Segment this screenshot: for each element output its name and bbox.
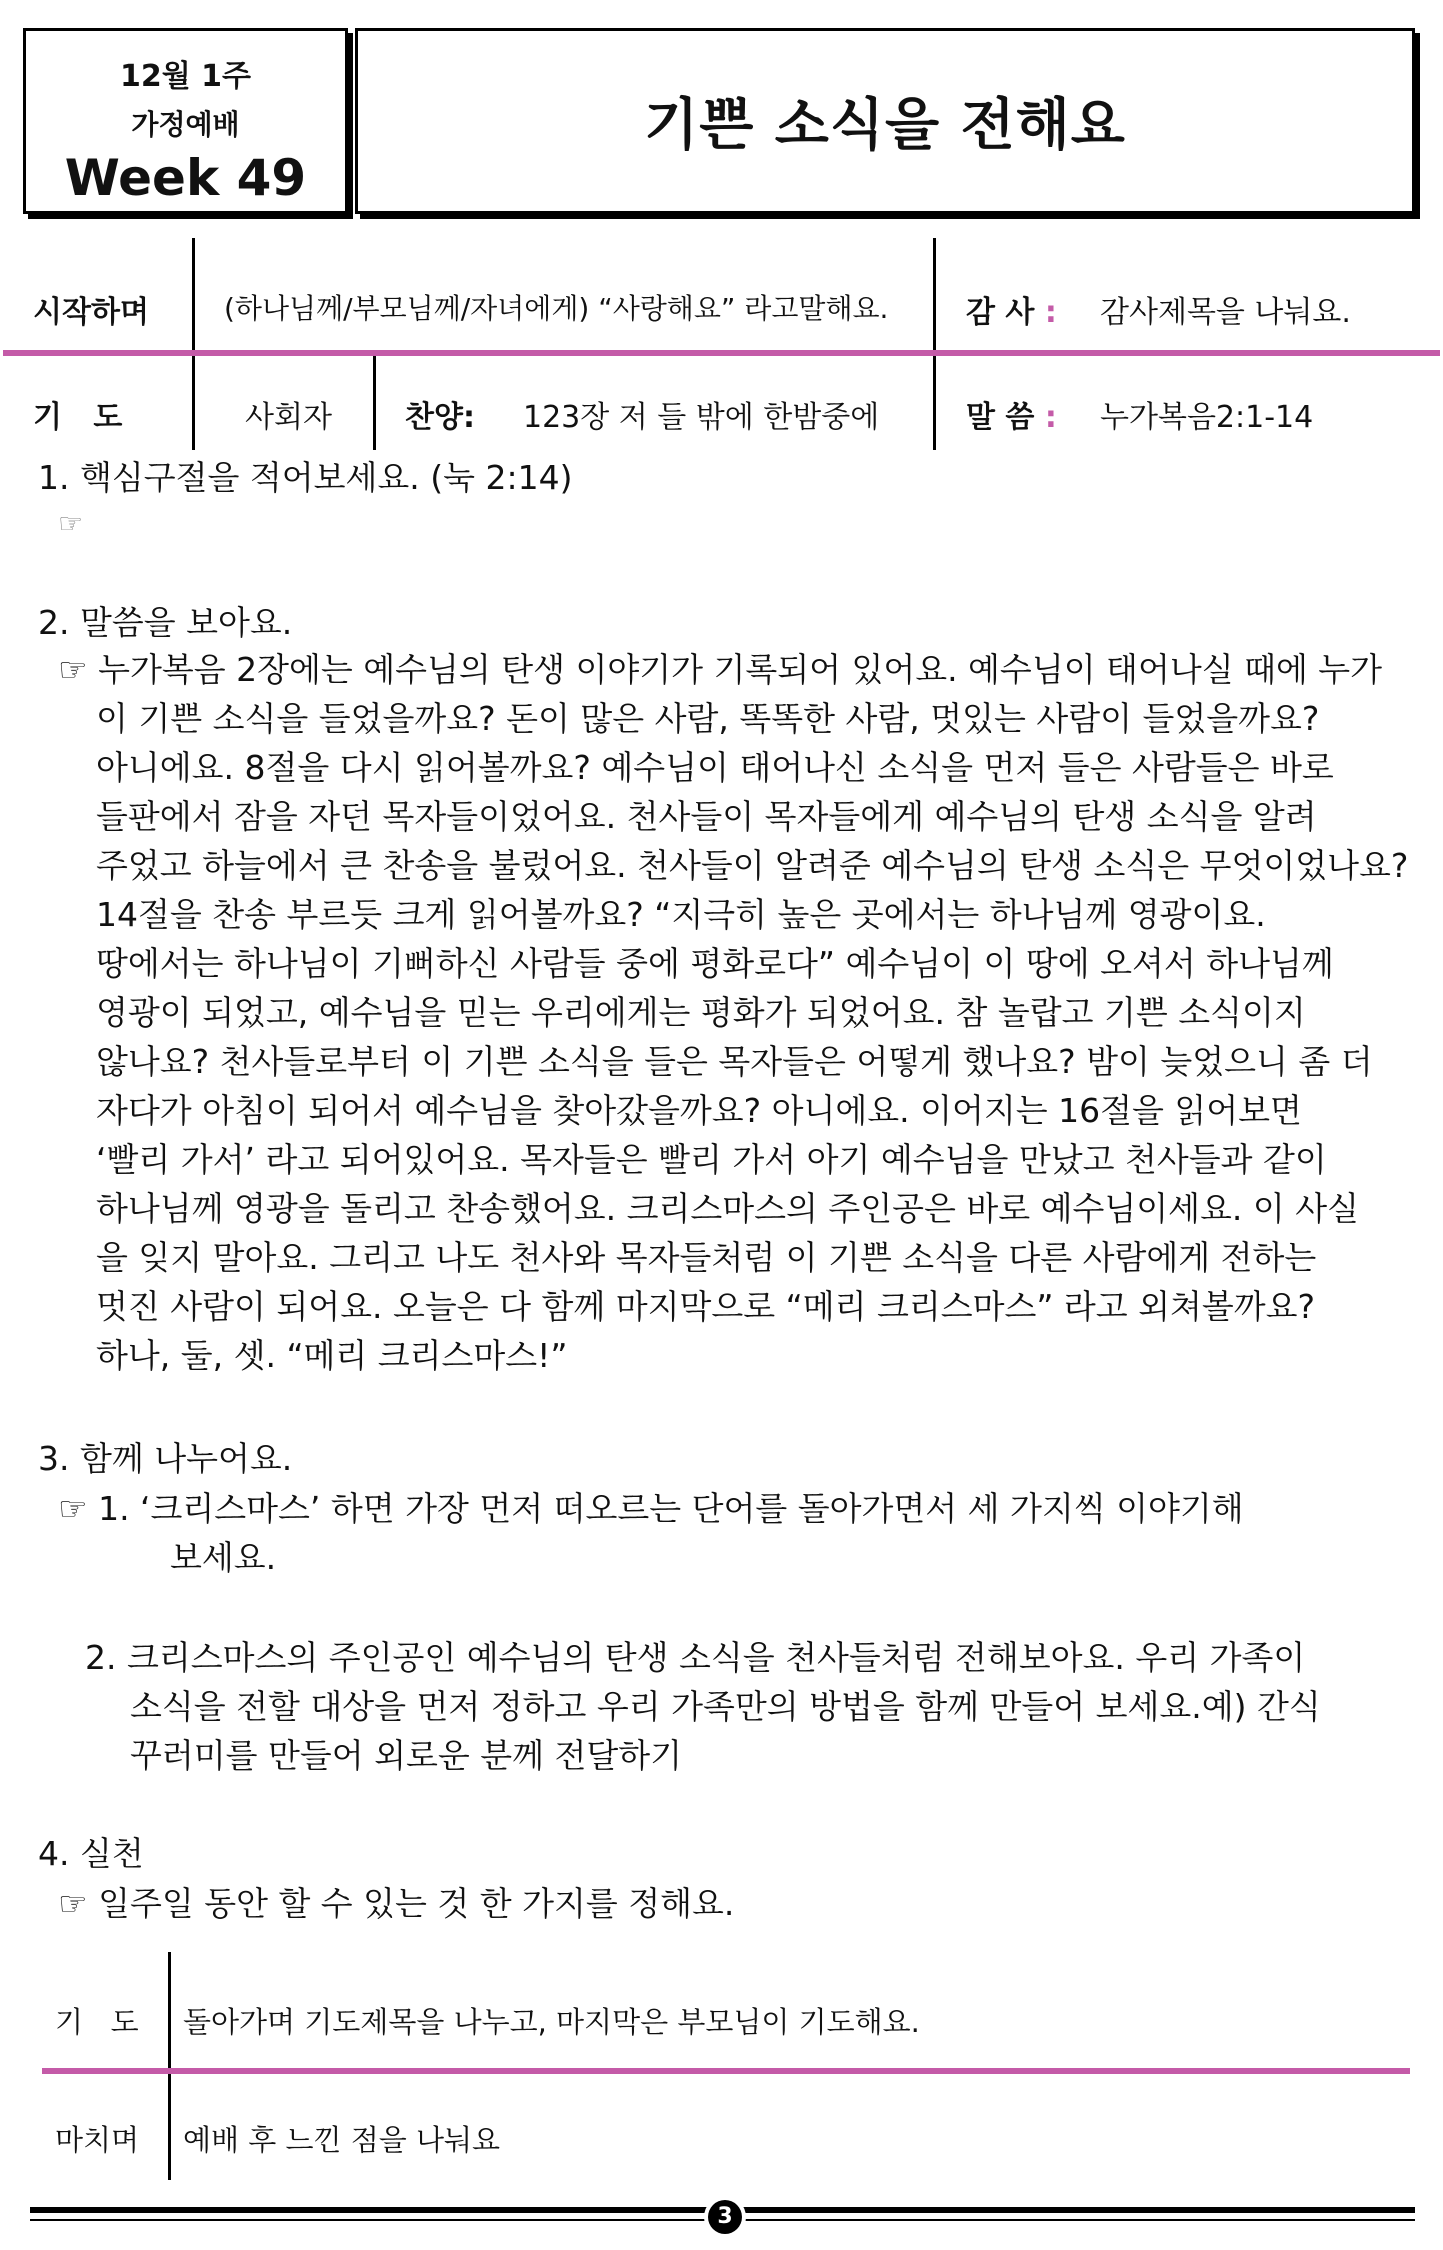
- title-box: [355, 28, 1415, 214]
- divider: [192, 356, 195, 450]
- paragraph-line: 을 잊지 말아요. 그리고 나도 천사와 목자들처럼 이 기쁜 소식을 다른 사람에게 전하는: [96, 1238, 1317, 1277]
- paragraph-line: 이 기쁜 소식을 들었을까요? 돈이 많은 사람, 똑똑한 사람, 멋있는 사람이 들었을까요?: [96, 699, 1320, 738]
- paragraph-line: 않나요? 천사들로부터 이 기쁜 소식을 들은 목자들은 어떻게 했나요? 밤이 늦었으니 좀 더: [96, 1042, 1373, 1081]
- paragraph-line: 주었고 하늘에서 큰 찬송을 불렀어요. 천사들이 알려준 예수님의 탄생 소식은 무엇이었나요?: [96, 846, 1409, 885]
- hymn-label: 찬양:: [405, 400, 475, 435]
- paragraph-line: 하나님께 영광을 돌리고 찬송했어요. 크리스마스의 주인공은 바로 예수님이세요. 이 사실: [96, 1189, 1359, 1228]
- paragraph-line: 하나, 둘, 셋. “메리 크리스마스!”: [96, 1336, 568, 1375]
- divider: [168, 1952, 171, 2068]
- paragraph-line: ☞ 누가복음 2장에는 예수님의 탄생 이야기가 기록되어 있어요. 예수님이 태어나실 때에 누가: [58, 650, 1383, 689]
- word-text: 누가복음2:1-14: [1100, 400, 1314, 435]
- section-2-title: 2. 말씀을 보아요.: [38, 603, 293, 642]
- thanks-text: 감사제목을 나눠요.: [1100, 295, 1351, 330]
- closing-end-text: 예배 후 느낀 점을 나눠요: [183, 2123, 501, 2157]
- closing-prayer-label: 기 도: [55, 2005, 139, 2039]
- paragraph-line: 들판에서 잠을 자던 목자들이었어요. 천사들이 목자들에게 예수님의 탄생 소식을 알려: [96, 797, 1317, 836]
- section-3-title: 3. 함께 나누어요.: [38, 1439, 293, 1478]
- prayer-label: 기 도: [33, 400, 123, 435]
- page-number: 3: [708, 2200, 742, 2234]
- start-label: 시작하며: [33, 295, 149, 330]
- section-2-paragraph: [58, 645, 1428, 1380]
- word-label: 말 씀 :: [966, 400, 1057, 435]
- divider: [168, 2074, 171, 2180]
- closing-end-label: 마치며: [55, 2123, 140, 2157]
- hand-icon: ☞: [58, 507, 84, 540]
- leader-label: 사회자: [245, 400, 332, 435]
- practice-line: ☞ 일주일 동안 할 수 있는 것 한 가지를 정해요.: [58, 1884, 735, 1923]
- week-box: [23, 28, 348, 214]
- week-category: 가정예배: [131, 108, 240, 141]
- question-2-cont: 소식을 전할 대상을 먼저 정하고 우리 가족만의 방법을 함께 만들어 보세요.예) 간식: [130, 1687, 1321, 1726]
- divider: [373, 356, 376, 450]
- row-divider: [3, 350, 1440, 356]
- thanks-label: 감 사 :: [966, 295, 1057, 330]
- hymn-text: 123장 저 들 밖에 한밤중에: [523, 400, 880, 435]
- paragraph-line: 멋진 사람이 되어요. 오늘은 다 함께 마지막으로 “메리 크리스마스” 라고 외쳐볼까요?: [96, 1287, 1316, 1326]
- closing-prayer-text: 돌아가며 기도제목을 나누고, 마지막은 부모님이 기도해요.: [183, 2005, 920, 2039]
- page-title: 기쁜 소식을 전해요: [644, 93, 1126, 158]
- start-text: (하나님께/부모님께/자녀에게) “사랑해요” 라고말해요.: [224, 292, 889, 325]
- question-2-cont: 꾸러미를 만들어 외로운 분께 전달하기: [130, 1736, 683, 1775]
- paragraph-line: 14절을 찬송 부르듯 크게 읽어볼까요? “지극히 높은 곳에서는 하나님께 영광이요.: [96, 895, 1266, 934]
- paragraph-line: 아니에요. 8절을 다시 읽어볼까요? 예수님이 태어나신 소식을 먼저 들은 사람들은 바로: [96, 748, 1334, 787]
- paragraph-line: 땅에서는 하나님이 기뻐하신 사람들 중에 평화로다” 예수님이 이 땅에 오셔서 하나님께: [96, 944, 1334, 983]
- section-4-title: 4. 실천: [38, 1834, 144, 1873]
- week-date: 12월 1주: [119, 59, 252, 94]
- question-1-cont: 보세요.: [170, 1538, 277, 1577]
- paragraph-line: ‘빨리 가서’ 라고 되어있어요. 목자들은 빨리 가서 아기 예수님을 만났고 천사들과 같이: [96, 1140, 1327, 1179]
- row-divider: [42, 2068, 1410, 2074]
- divider: [192, 238, 195, 350]
- section-1-title: 1. 핵심구절을 적어보세요. (눅 2:14): [38, 458, 573, 497]
- question-1: ☞ 1. ‘크리스마스’ 하면 가장 먼저 떠오르는 단어를 돌아가면서 세 가지씩 이야기해: [58, 1489, 1244, 1528]
- week-number: Week 49: [64, 149, 307, 207]
- paragraph-line: 영광이 되었고, 예수님을 믿는 우리에게는 평화가 되었어요. 참 놀랍고 기쁜 소식이지: [96, 993, 1306, 1032]
- divider: [933, 238, 936, 450]
- question-2: 2. 크리스마스의 주인공인 예수님의 탄생 소식을 천사들처럼 전해보아요. 우리 가족이: [85, 1638, 1306, 1677]
- paragraph-line: 자다가 아침이 되어서 예수님을 찾아갔을까요? 아니에요. 이어지는 16절을 읽어보면: [96, 1091, 1302, 1130]
